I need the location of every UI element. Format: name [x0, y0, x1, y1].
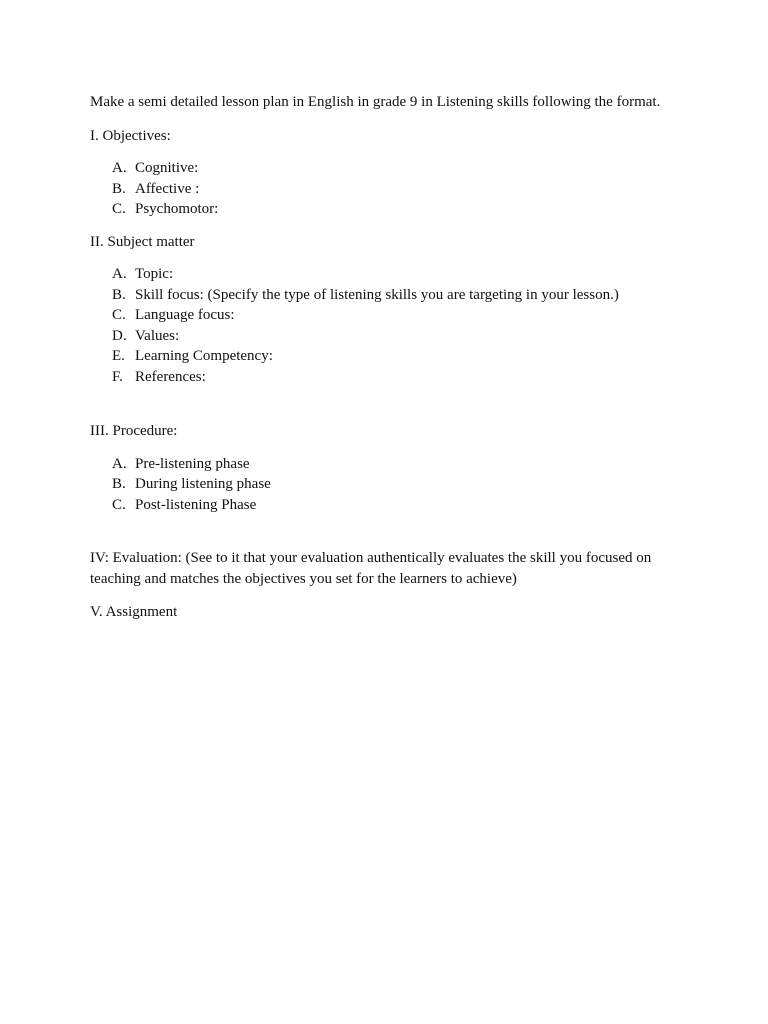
assignment-heading: V. Assignment — [90, 604, 178, 620]
list-marker: A. — [112, 266, 127, 282]
list-item-text: Psychomotor: — [135, 201, 219, 217]
list-marker: E. — [112, 348, 125, 364]
list-item — [90, 305, 690, 326]
list-item — [90, 454, 690, 475]
list-item — [90, 474, 690, 495]
list-marker: C. — [112, 307, 126, 323]
list-item-text: Language focus: — [135, 307, 235, 323]
list-marker: B. — [112, 476, 126, 492]
procedure-list — [90, 454, 690, 516]
list-item-text: Values: — [135, 327, 180, 344]
list-item-text: Pre-listening phase — [135, 455, 250, 472]
intro-instruction: Make a semi detailed lesson plan in English in grade 9 in Listening skills following the format. — [90, 94, 661, 110]
list-item-text: References: — [135, 368, 206, 385]
list-marker: C. — [112, 496, 126, 513]
list-marker: C. — [112, 201, 126, 217]
list-marker: A. — [112, 160, 127, 176]
list-item — [90, 285, 690, 306]
list-marker: F. — [112, 368, 123, 385]
list-item-text: Post-listening Phase — [135, 496, 257, 513]
evaluation-paragraph: IV: Evaluation: (See to it that your evaluation authentically evaluates the skill you focused on teaching and matches the objectives you set for the learners to achieve) — [90, 550, 652, 587]
list-item — [90, 495, 690, 516]
objectives-heading: I. Objectives: — [90, 127, 171, 144]
list-item-text: Topic: — [135, 266, 174, 282]
list-item-text: Learning Competency: — [135, 348, 273, 364]
list-item — [90, 158, 690, 179]
list-item-text: During listening phase — [135, 476, 271, 492]
list-marker: B. — [112, 286, 126, 303]
objectives-list — [90, 158, 690, 220]
list-item — [90, 199, 690, 220]
list-item-text: Affective : — [135, 180, 200, 197]
list-marker: A. — [112, 455, 127, 472]
list-marker: B. — [112, 180, 126, 197]
list-item — [90, 326, 690, 347]
list-item — [90, 346, 690, 367]
list-item — [90, 179, 690, 200]
subject-matter-list — [90, 264, 690, 387]
list-item — [90, 367, 690, 388]
list-item-text: Cognitive: — [135, 160, 199, 176]
list-marker: D. — [112, 327, 127, 344]
procedure-heading: III. Procedure: — [90, 423, 178, 439]
list-item — [90, 264, 690, 285]
subject-matter-heading: II. Subject matter — [90, 233, 195, 250]
list-item-text: Skill focus: (Specify the type of listening skills you are targeting in your lesson.) — [135, 286, 619, 303]
document-page — [90, 92, 690, 623]
